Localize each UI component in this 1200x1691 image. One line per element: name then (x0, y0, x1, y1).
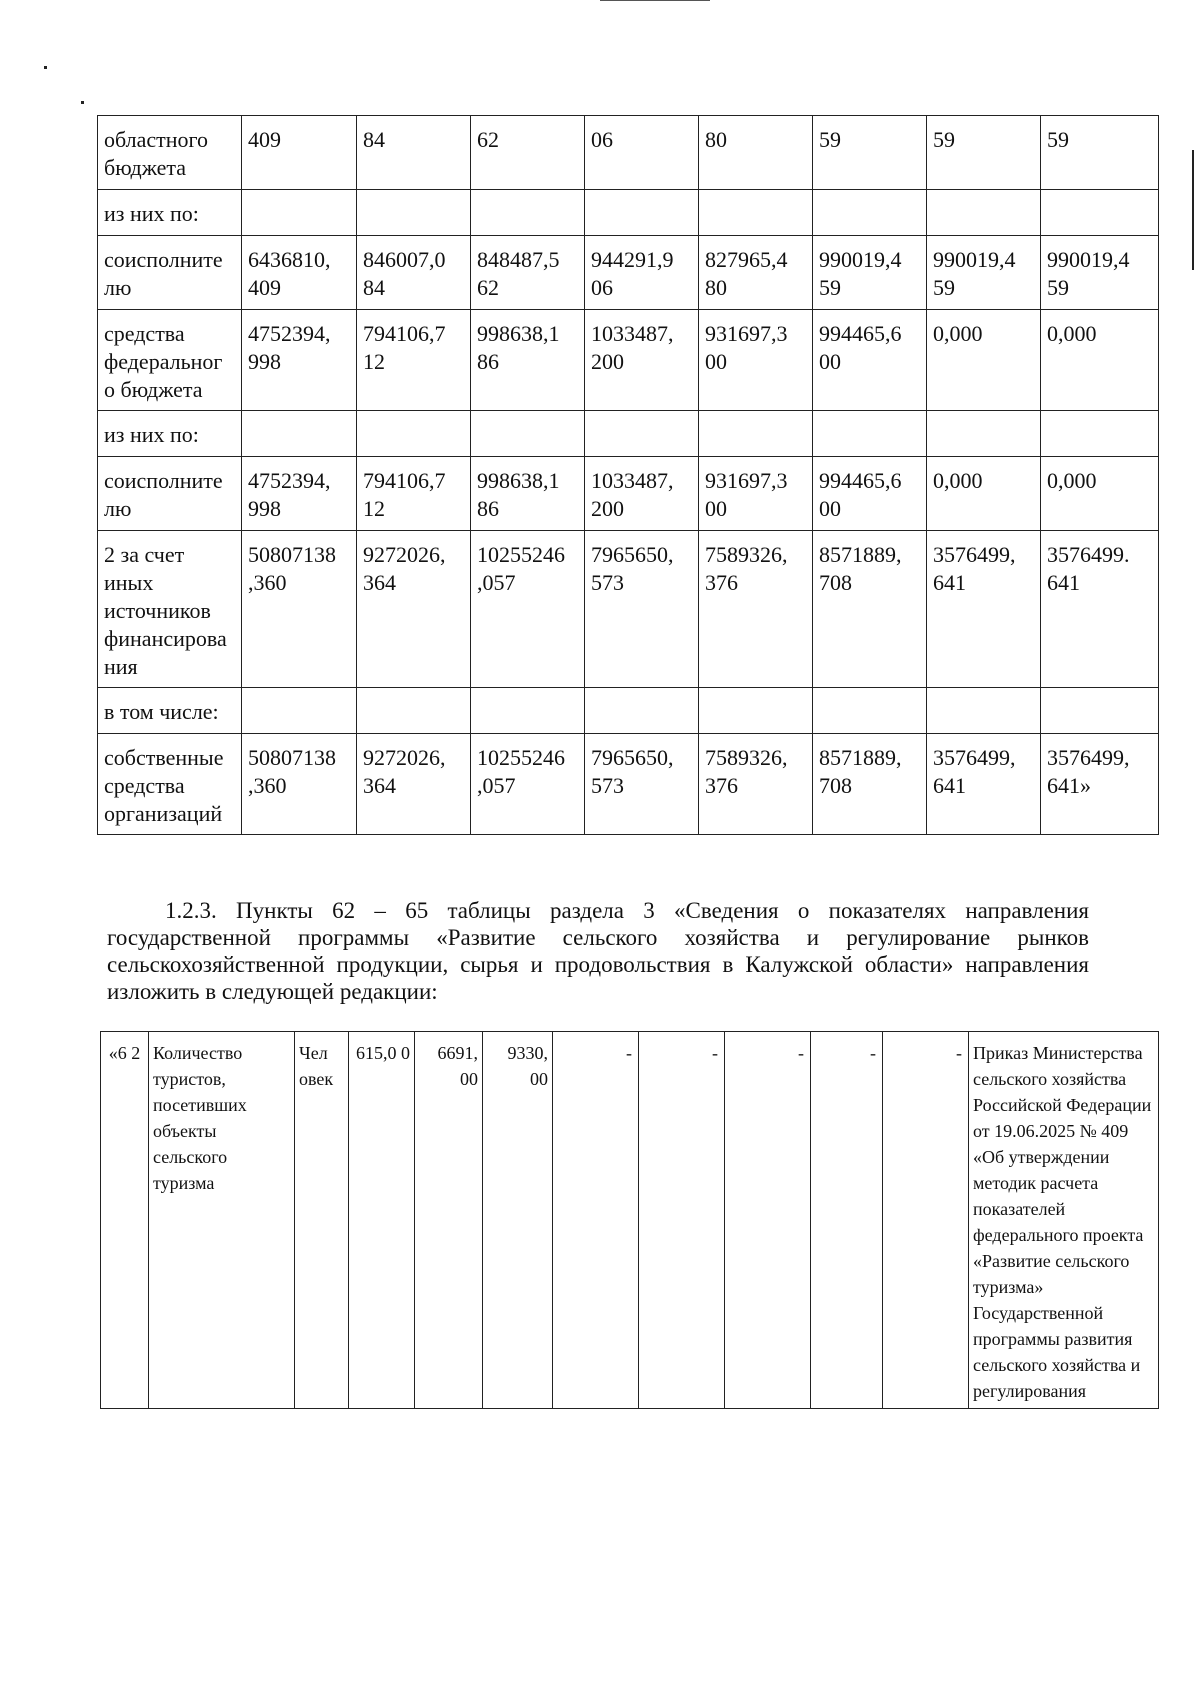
indicator-dash: - (811, 1032, 883, 1409)
budget-cell: 998638,1 86 (471, 457, 585, 531)
budget-cell: 4752394, 998 (242, 457, 357, 531)
budget-row (98, 190, 1159, 236)
budget-row (98, 688, 1159, 734)
page-top-mark (600, 0, 710, 1)
budget-cell (471, 688, 585, 734)
budget-cell: 990019,4 59 (1041, 236, 1159, 310)
budget-cell: 3576499, 641» (1041, 734, 1159, 835)
budget-row-label: собственные средства организаций (98, 734, 242, 835)
budget-row (98, 457, 1159, 531)
indicator-source: Приказ Министерства сельского хозяйства Российской Федерации от 19.06.2025 № 409 «Об утверждении методик расчета показателей федерального проекта «Развитие сельского туризма» Государственной программы развития сельского хозяйства и регулирования (969, 1032, 1159, 1409)
budget-cell (813, 688, 927, 734)
budget-row (98, 310, 1159, 411)
budget-cell: 10255246 ,057 (471, 734, 585, 835)
budget-row (98, 531, 1159, 688)
budget-row-label: областного бюджета (98, 116, 242, 190)
budget-row (98, 116, 1159, 190)
budget-row-label: 2 за счет иных источников финансирова ния (98, 531, 242, 688)
budget-cell: 994465,6 00 (813, 457, 927, 531)
budget-cell: 3576499. 641 (1041, 531, 1159, 688)
budget-cell: 0,000 (1041, 310, 1159, 411)
indicator-value: 615,0 0 (349, 1032, 415, 1409)
budget-cell (585, 688, 699, 734)
budget-cell (357, 190, 471, 236)
budget-cell: 1033487, 200 (585, 310, 699, 411)
budget-cell: 998638,1 86 (471, 310, 585, 411)
budget-cell (813, 411, 927, 457)
budget-row-label: из них по: (98, 411, 242, 457)
budget-cell: 846007,0 84 (357, 236, 471, 310)
budget-cell (471, 190, 585, 236)
budget-table (97, 115, 1159, 835)
budget-row-label: в том числе: (98, 688, 242, 734)
budget-cell (357, 688, 471, 734)
budget-cell: 794106,7 12 (357, 310, 471, 411)
scan-speck (44, 66, 47, 69)
budget-cell (1041, 688, 1159, 734)
budget-cell: 3576499, 641 (927, 531, 1041, 688)
budget-cell: 6436810, 409 (242, 236, 357, 310)
indicator-dash: - (639, 1032, 725, 1409)
budget-row-label: соисполните лю (98, 457, 242, 531)
budget-row-label: из них по: (98, 190, 242, 236)
budget-cell: 931697,3 00 (699, 310, 813, 411)
budget-cell: 827965,4 80 (699, 236, 813, 310)
budget-cell (242, 190, 357, 236)
budget-cell (585, 411, 699, 457)
budget-table-body (98, 116, 1159, 835)
budget-row (98, 411, 1159, 457)
budget-cell: 3576499, 641 (927, 734, 1041, 835)
budget-cell: 80 (699, 116, 813, 190)
budget-cell: 50807138 ,360 (242, 734, 357, 835)
budget-cell: 848487,5 62 (471, 236, 585, 310)
indicator-unit: Чел овек (295, 1032, 349, 1409)
budget-cell: 931697,3 00 (699, 457, 813, 531)
budget-cell: 1033487, 200 (585, 457, 699, 531)
budget-cell (699, 688, 813, 734)
budget-cell: 409 (242, 116, 357, 190)
budget-cell (927, 411, 1041, 457)
budget-row-label: средства федеральног о бюджета (98, 310, 242, 411)
budget-cell (699, 411, 813, 457)
budget-cell (242, 411, 357, 457)
budget-row-label: соисполните лю (98, 236, 242, 310)
scan-speck (81, 101, 84, 104)
budget-cell: 7965650, 573 (585, 734, 699, 835)
indicator-dash: - (725, 1032, 811, 1409)
indicator-number: «6 2 (101, 1032, 149, 1409)
budget-cell: 7589326, 376 (699, 734, 813, 835)
indicator-name: Количество туристов, посетивших объекты сельского туризма (149, 1032, 295, 1409)
budget-cell: 794106,7 12 (357, 457, 471, 531)
budget-cell: 62 (471, 116, 585, 190)
indicator-dash: - (883, 1032, 969, 1409)
budget-cell: 990019,4 59 (927, 236, 1041, 310)
budget-cell: 8571889, 708 (813, 531, 927, 688)
indicator-table (100, 1031, 1159, 1409)
budget-cell (242, 688, 357, 734)
budget-cell: 944291,9 06 (585, 236, 699, 310)
budget-cell (585, 190, 699, 236)
budget-cell: 7965650, 573 (585, 531, 699, 688)
budget-cell: 9272026, 364 (357, 734, 471, 835)
budget-cell (927, 190, 1041, 236)
indicator-value: 9330, 00 (483, 1032, 553, 1409)
budget-cell (927, 688, 1041, 734)
budget-cell: 7589326, 376 (699, 531, 813, 688)
budget-cell (813, 190, 927, 236)
budget-cell: 06 (585, 116, 699, 190)
budget-cell: 0,000 (927, 310, 1041, 411)
budget-cell: 990019,4 59 (813, 236, 927, 310)
budget-cell: 994465,6 00 (813, 310, 927, 411)
indicator-dash: - (553, 1032, 639, 1409)
budget-cell: 0,000 (1041, 457, 1159, 531)
budget-cell: 59 (813, 116, 927, 190)
budget-cell: 4752394, 998 (242, 310, 357, 411)
budget-cell: 59 (1041, 116, 1159, 190)
budget-cell (1041, 411, 1159, 457)
indicator-row (101, 1032, 1159, 1409)
budget-cell: 59 (927, 116, 1041, 190)
budget-cell: 84 (357, 116, 471, 190)
indicator-value: 6691, 00 (415, 1032, 483, 1409)
amendment-paragraph: 1.2.3. Пункты 62 – 65 таблицы раздела 3 «Сведения о показателях направления государственной программы «Развитие сельского хозяйства и регулирование рынков сельскохозяйственной продукции, сырья и продовольствия в Калужской области» направления изложить в следующей редакции: (107, 898, 1089, 1004)
budget-cell: 9272026, 364 (357, 531, 471, 688)
budget-row (98, 236, 1159, 310)
budget-cell (699, 190, 813, 236)
budget-cell: 0,000 (927, 457, 1041, 531)
budget-cell (471, 411, 585, 457)
scan-margin-line (1192, 150, 1194, 270)
budget-cell (357, 411, 471, 457)
budget-cell: 8571889, 708 (813, 734, 927, 835)
budget-cell: 50807138 ,360 (242, 531, 357, 688)
budget-cell: 10255246 ,057 (471, 531, 585, 688)
budget-cell (1041, 190, 1159, 236)
budget-row (98, 734, 1159, 835)
